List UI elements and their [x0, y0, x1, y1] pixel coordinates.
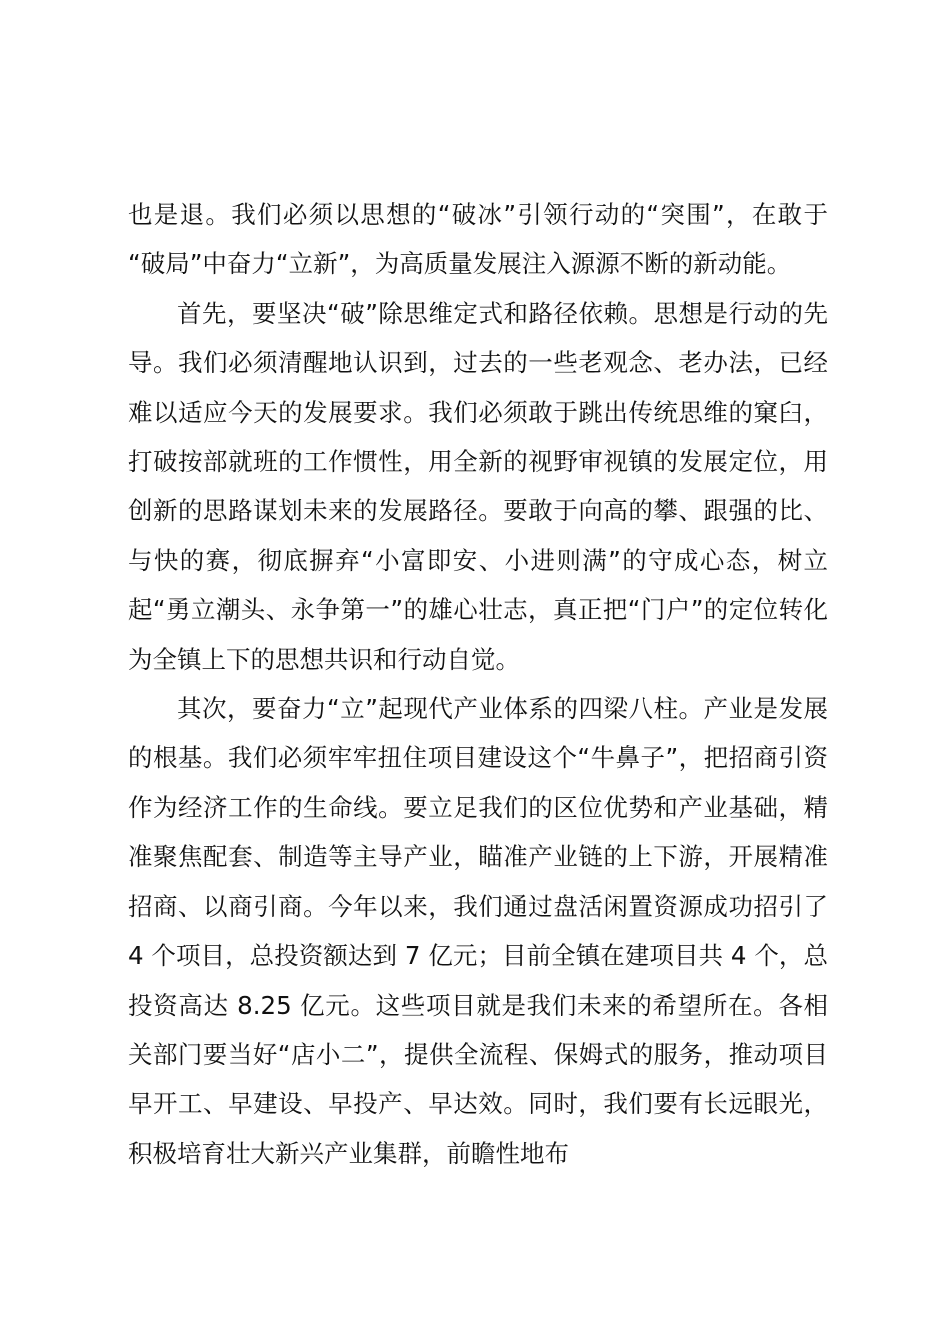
continuation-line-1: 也是退。我们必须以思想的“破冰”引领行动的“突围”，在敢于 — [128, 200, 828, 229]
paragraph-build-industry: 其次，要奋力“立”起现代产业体系的四梁八柱。产业是发展的根基。我们必须牢牢扭住项目建设这个“牛鼻子”，把招商引资作为经济工作的生命线。要立足我们的区位优势和产业基础，精准聚焦配套、制造等主导产业，瞄准产业链的上下游，开展精准招商、以商引商。今年以来，我们通过盘活闲置资源成功招引了 4 个项目，总投资额达到 7 亿元；目前全镇在建项目共 4 个，总投资高达 8.25 亿元。这些项目就是我们未来的希望所在。各相关部门要当好“店小二”，提供全流程、保姆式的服务，推动项目早开工、早建设、早投产、早达效。同时，我们要有长远眼光，积极培育壮大新兴产业集群，前瞻性地布 — [128, 694, 828, 1168]
continuation-paragraph — [128, 190, 828, 289]
document-body — [128, 190, 828, 1178]
continuation-line-2: “破局”中奋力“立新”，为高质量发展注入源源不断的新动能。 — [128, 249, 792, 279]
paragraph-break-thinking: 首先，要坚决“破”除思维定式和路径依赖。思想是行动的先导。我们必须清醒地认识到，过去的一些老观念、老办法，已经难以适应今天的发展要求。我们必须敢于跳出传统思维的窠臼，打破按部就班的工作惯性，用全新的视野审视镇的发展定位，用创新的思路谋划未来的发展路径。要敢于向高的攀、跟强的比、与快的赛，彻底摒弃“小富即安、小进则满”的守成心态，树立起“勇立潮头、永争第一”的雄心壮志，真正把“门户”的定位转化为全镇上下的思想共识和行动自觉。 — [128, 298, 828, 674]
